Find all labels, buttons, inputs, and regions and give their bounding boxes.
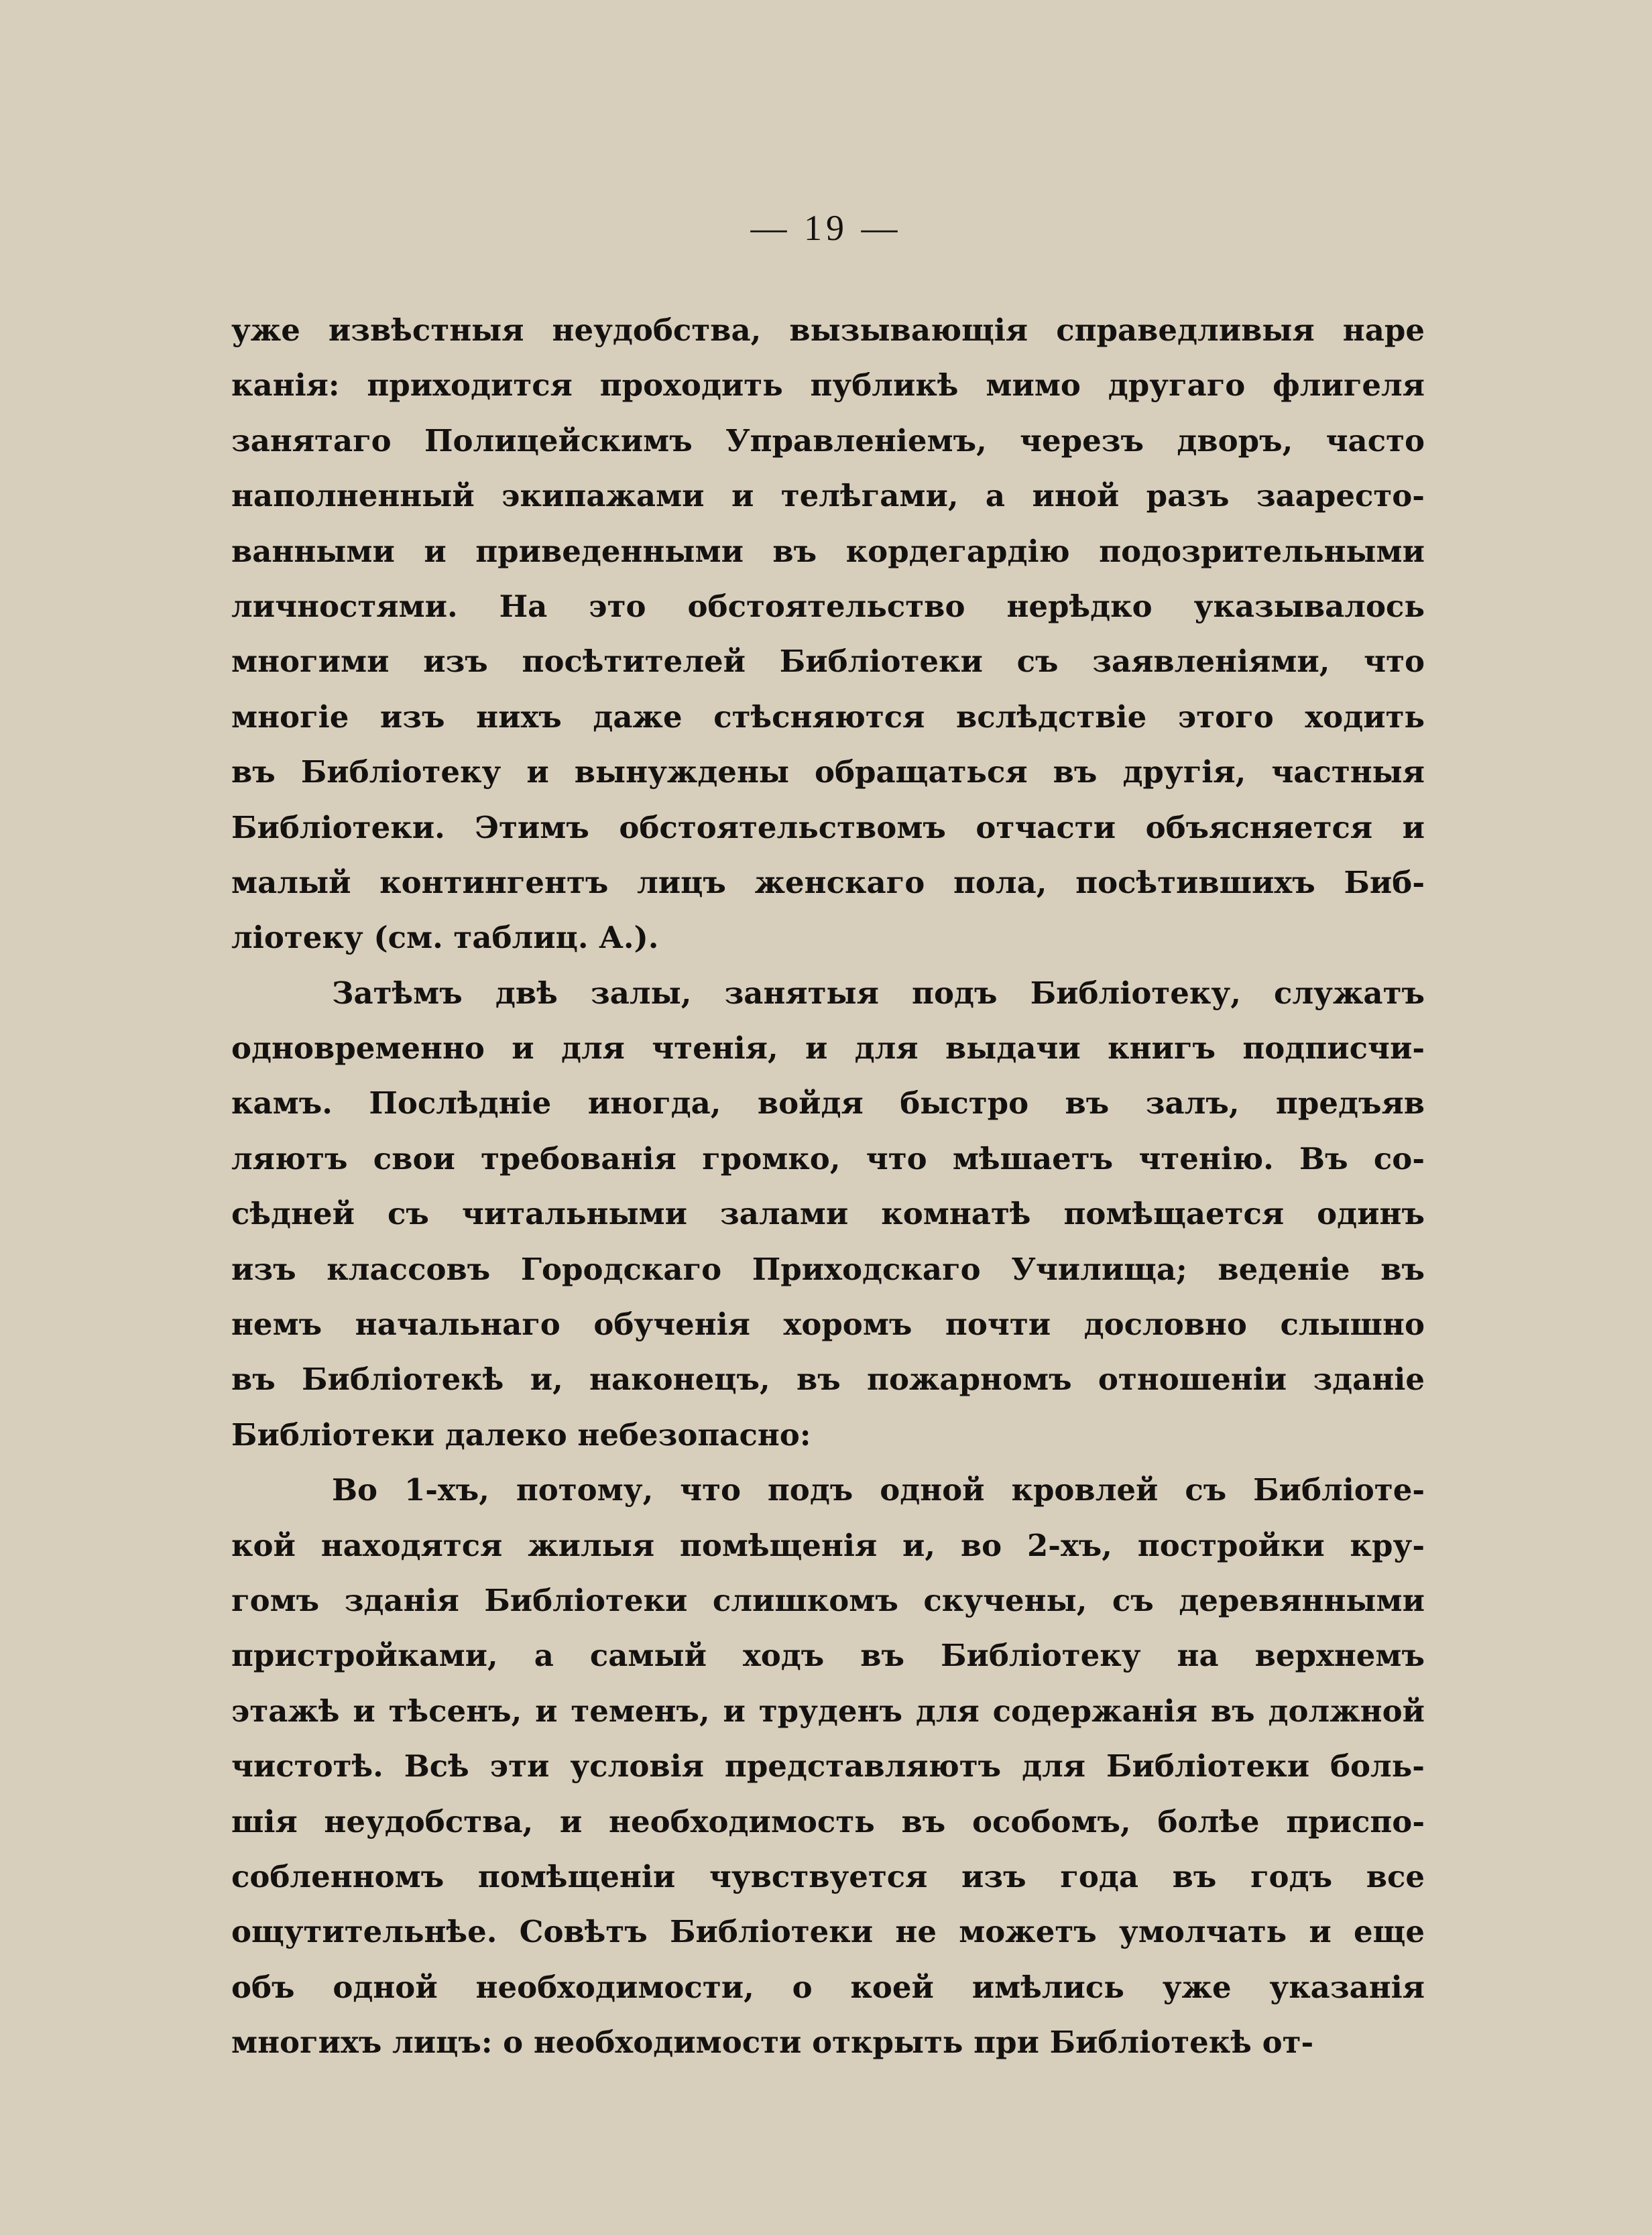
- text-line: многихъ лицъ: о необходимости открыть при Библіотекѣ от-: [231, 2025, 1314, 2061]
- text-line: шія неудобства, и необходимость въ особомъ, болѣе приспо-: [231, 1803, 1425, 1839]
- text-line: сѣдней съ читальными залами комнатѣ помѣщается одинъ: [231, 1196, 1425, 1232]
- body-text: [231, 303, 1425, 2071]
- text-line: гомъ зданія Библіотеки слишкомъ скучены, съ деревянными: [231, 1582, 1425, 1618]
- text-line: многими изъ посѣтителей Библіотеки съ заявленіями, что: [231, 644, 1425, 680]
- text-line: этажѣ и тѣсенъ, и теменъ, и труденъ для содержанія въ должной: [231, 1693, 1425, 1729]
- text-line: уже извѣстныя неудобства, вызывающія справедливыя наре: [231, 312, 1425, 348]
- text-line: изъ классовъ Городскаго Приходскаго Училища; веденіе въ: [231, 1251, 1425, 1287]
- text-line: немъ начальнаго обученія хоромъ почти дословно слышно: [231, 1307, 1425, 1343]
- text-line: въ Библіотеку и вынуждены обращаться въ другія, частныя: [231, 754, 1425, 790]
- page-number: — 19 —: [750, 208, 902, 248]
- text-line: личностями. На это обстоятельство нерѣдко указывалось: [231, 588, 1425, 624]
- text-line: Во 1-хъ, потому, что подъ одной кровлей съ Библіоте-: [332, 1472, 1425, 1508]
- text-line: наполненный экипажами и телѣгами, а иной разъ заaресто-: [231, 478, 1425, 514]
- text-line: малый контингентъ лицъ женскаго пола, посѣтившихъ Биб-: [231, 864, 1425, 900]
- text-line: ляютъ свои требованія громко, что мѣшаетъ чтенію. Въ со-: [231, 1140, 1425, 1176]
- text-line: камъ. Послѣдніе иногда, войдя быстро въ залъ, предъяв: [231, 1085, 1425, 1122]
- text-line: пристройками, а самый ходъ въ Библіотеку на верхнемъ: [231, 1638, 1425, 1674]
- text-line: Затѣмъ двѣ залы, занятыя подъ Библіотеку, служатъ: [332, 975, 1425, 1011]
- text-line: одновременно и для чтенія, и для выдачи книгъ подписчи-: [231, 1030, 1425, 1067]
- text-line: канія: приходится проходить публикѣ мимо другаго флигеля: [231, 367, 1425, 404]
- text-line: кой находятся жилыя помѣщенія и, во 2-хъ, постройки кру-: [231, 1527, 1425, 1563]
- text-line: въ Библіотекѣ и, наконецъ, въ пожарномъ отношеніи зданіе: [231, 1362, 1425, 1398]
- text-line: Библіотеки. Этимъ обстоятельствомъ отчасти объясняется и: [231, 809, 1425, 845]
- text-line: многіе изъ нихъ даже стѣсняются вслѣдствіе этого ходить: [231, 699, 1425, 735]
- text-line: чистотѣ. Всѣ эти условія представляютъ для Библіотеки боль-: [231, 1748, 1425, 1785]
- text-line: ванными и приведенными въ кордегардію подозрительными: [231, 533, 1425, 569]
- text-line: ощутительнѣе. Совѣтъ Библіотеки не можетъ умолчать и еще: [231, 1914, 1425, 1950]
- text-line: собленномъ помѣщеніи чувствуется изъ года въ годъ все: [231, 1858, 1425, 1894]
- text-line: ліотеку (см. таблиц. А.).: [231, 920, 659, 956]
- text-line: занятаго Полицейскимъ Управленіемъ, черезъ дворъ, часто: [231, 422, 1425, 459]
- text-line: объ одной необходимости, о коей имѣлись уже указанія: [231, 1969, 1425, 2005]
- text-line: Библіотеки далеко небезопасно:: [231, 1416, 811, 1453]
